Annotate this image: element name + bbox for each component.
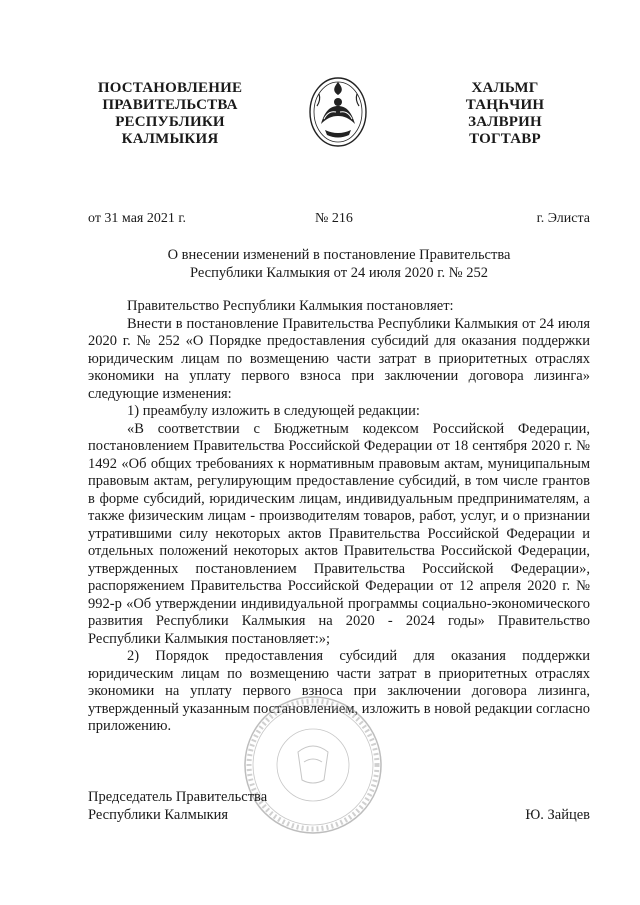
header-left-line: РЕСПУБЛИКИ <box>115 114 225 130</box>
document-body <box>88 298 590 736</box>
body-paragraph: Правительство Республики Калмыкия постановляет: <box>127 298 454 314</box>
title-line: Республики Калмыкия от 24 июля 2020 г. № 252 <box>190 265 488 281</box>
title-line: О внесении изменений в постановление Правительства <box>167 247 511 263</box>
body-paragraph: «В соответствии с Бюджетным кодексом Российской Федерации, постановлением Правительства Российской Федерации от 18 сентября 2020 г. № 1492 «Об общих требованиях к нормативным правовым актам, муниципальным правовым актам, регулирующим предоставление субсидий, в том числе грантов в форме субсидий, юридическим лицам, индивидуальным предпринимателям, а также физическим лицам - производителям товаров, работ, услуг, и о признании утратившими силу некоторых актов Правительства Российской Федерации и отдельных положений некоторых актов Правительства Российской Федерации, утвержденных постановлением Правительства Российской Федерации», распоряжением Правительства Российской Федерации от 12 апреля 2020 г. № 992-р «Об утверждении индивидуальной программы социально-экономического развития Республики Калмыкия на 2020 - 2024 годы» Правительство Республики Калмыкия постановляет:»; <box>88 420 590 647</box>
document-date: от 31 мая 2021 г. <box>88 211 187 226</box>
document-number: № 216 <box>315 211 353 226</box>
header-right-line: ТАҢҺЧИН <box>465 97 545 113</box>
signatory-position-line: Председатель Правительства <box>88 789 268 805</box>
header-right-line: ТОГТАВР <box>469 131 541 147</box>
header-right-title <box>445 80 565 148</box>
header-left-line: КАЛМЫКИЯ <box>121 131 219 147</box>
body-paragraph: Внести в постановление Правительства Республики Калмыкия от 24 июля 2020 г. № 252 «О Порядке предоставления субсидий для оказания поддержки юридическим лицам по возмещению части затрат в приоритетных отраслях экономики на уплату первого взноса при заключении договора лизинга» следующие изменения: <box>88 315 590 402</box>
signatory-position-line: Республики Калмыкия <box>88 807 229 823</box>
kalmykia-coat-of-arms-icon <box>307 72 369 150</box>
header-right-line: ЗАЛВРИН <box>468 114 542 130</box>
signatory-position <box>88 788 267 824</box>
header-left-title <box>80 80 260 148</box>
header-left-line: ПОСТАНОВЛЕНИЕ <box>97 80 243 96</box>
body-paragraph: 1) преамбулу изложить в следующей редакции: <box>127 403 420 419</box>
document-title <box>100 246 578 282</box>
body-paragraph: 2) Порядок предоставления субсидий для оказания поддержки юридическим лицам по возмещению части затрат в приоритетных отраслях экономики на уплату первого взноса при заключении договора лизинга, утвержденный указанным постановлением, изложить в новой редакции согласно приложению. <box>88 648 590 734</box>
header-left-line: ПРАВИТЕЛЬСТВА <box>102 97 238 113</box>
document-city: г. Элиста <box>536 211 590 226</box>
header-right-line: ХАЛЬМГ <box>471 80 539 96</box>
signatory-name: Ю. Зайцев <box>525 807 590 823</box>
